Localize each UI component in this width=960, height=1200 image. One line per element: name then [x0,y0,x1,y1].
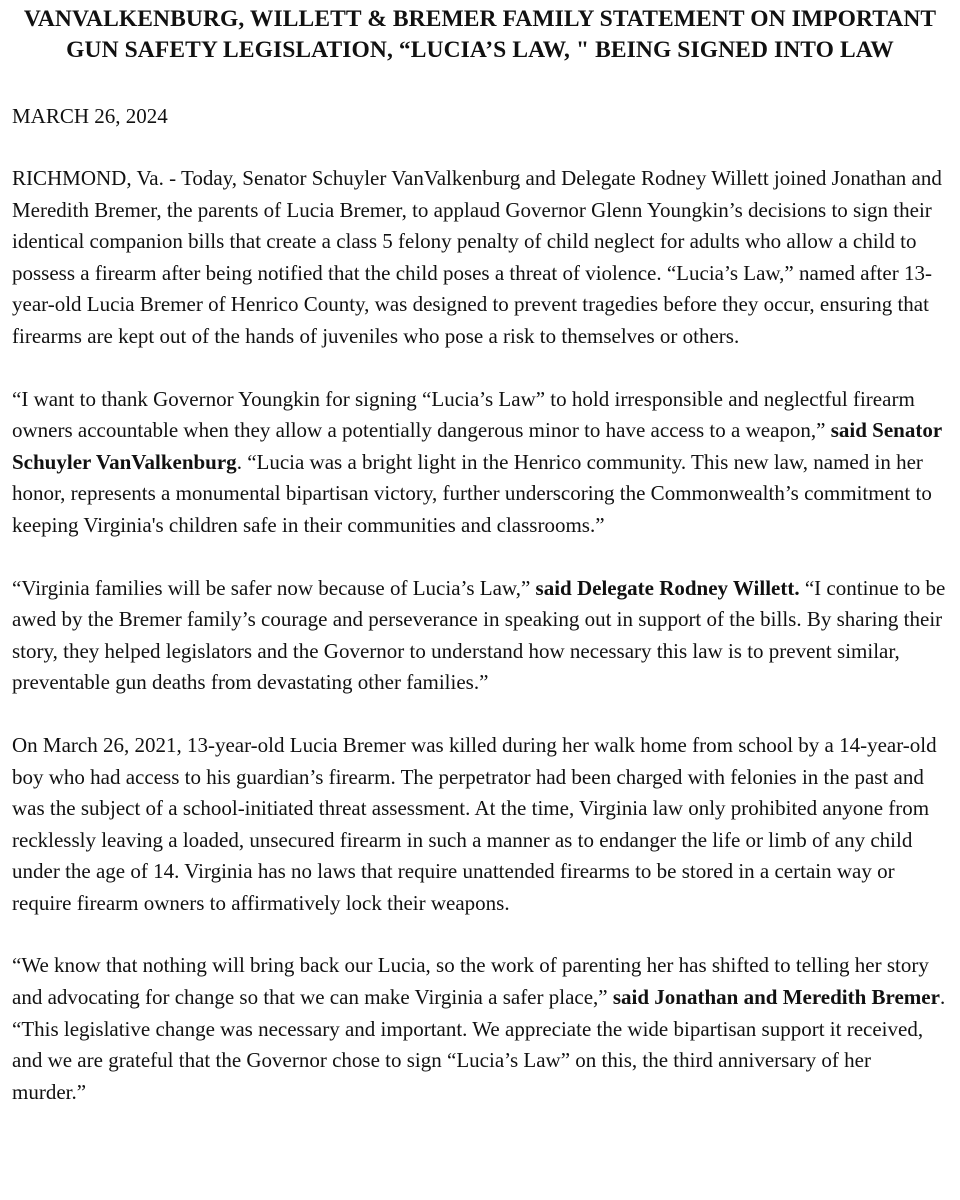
quote-text-continued: . “Lucia was a bright light in the Henrico community. This new law, named in her honor, represents a monumental bipartisan victory, further underscoring the Commonwealth’s commitment to keeping Virginia's children safe in their communities and classrooms.” [12,449,932,537]
title-line-1: VANVALKENBURG, WILLETT & BREMER FAMILY STATEMENT ON IMPORTANT [23,6,937,32]
statement-title [12,0,948,66]
quote-text-continued: “I continue to be awed by the Bremer family’s courage and perseverance in speaking out in support of the bills. By sharing their story, they helped legislators and the Governor to understand how necessary this law is to prevent similar, preventable gun deaths from devastating other families.” [12,575,946,695]
quote-text-continued: . “This legislative change was necessary and important. We appreciate the wide bipartisan support it received, and we are grateful that the Governor chose to sign “Lucia’s Law” on this, the third anniversary of her murder.” [12,985,946,1104]
paragraph-bremer-quote [12,950,948,1108]
quote-attribution: said Senator Schuyler VanValkenburg [12,418,942,474]
quote-text: “I want to thank Governor Youngkin for signing “Lucia’s Law” to hold irresponsible and neglectful firearm owners accountable when they allow a potentially dangerous minor to have access to a weapon,” [12,386,915,443]
paragraph-intro: RICHMOND, Va. - Today, Senator Schuyler VanValkenburg and Delegate Rodney Willett joined Jonathan and Meredith Bremer, the parents of Lucia Bremer, to applaud Governor Glenn Youngkin’s decisions to sign their identical companion bills that create a class 5 felony penalty of child neglect for adults who allow a child to possess a firearm after being notified that the child poses a threat of violence. “Lucia’s Law,” named after 13-year-old Lucia Bremer of Henrico County, was designed to prevent tragedies before they occur, ensuring that firearms are kept out of the hands of juveniles who pose a risk to themselves or others. [12,166,942,348]
quote-text: “Virginia families will be safer now because of Lucia’s Law,” [12,575,536,600]
paragraph-willett-quote [12,573,948,699]
quote-attribution: said Jonathan and Meredith Bremer [612,985,940,1010]
quote-text: “We know that nothing will bring back our Lucia, so the work of parenting her has shifted to telling her story and advocating for change so that we can make Virginia a safer place,” [12,953,929,1010]
statement-date: MARCH 26, 2024 [12,104,168,128]
title-line-2: GUN SAFETY LEGISLATION, “LUCIA’S LAW, " BEING SIGNED INTO LAW [66,37,894,63]
paragraph-background: On March 26, 2021, 13-year-old Lucia Bremer was killed during her walk home from school by a 14-year-old boy who had access to his guardian’s firearm. The perpetrator had been charged with felonies in the past and was the subject of a school-initiated threat assessment. At the time, Virginia law only prohibited anyone from recklessly leaving a loaded, unsecured firearm in such a manner as to endanger the life or limb of any child under the age of 14. Virginia has no laws that require unattended firearms to be stored in a certain way or require firearm owners to affirmatively lock their weapons. [12,732,937,915]
paragraph-vanvalkenburg-quote [12,384,948,542]
quote-attribution: said Delegate Rodney Willett. [535,575,800,600]
